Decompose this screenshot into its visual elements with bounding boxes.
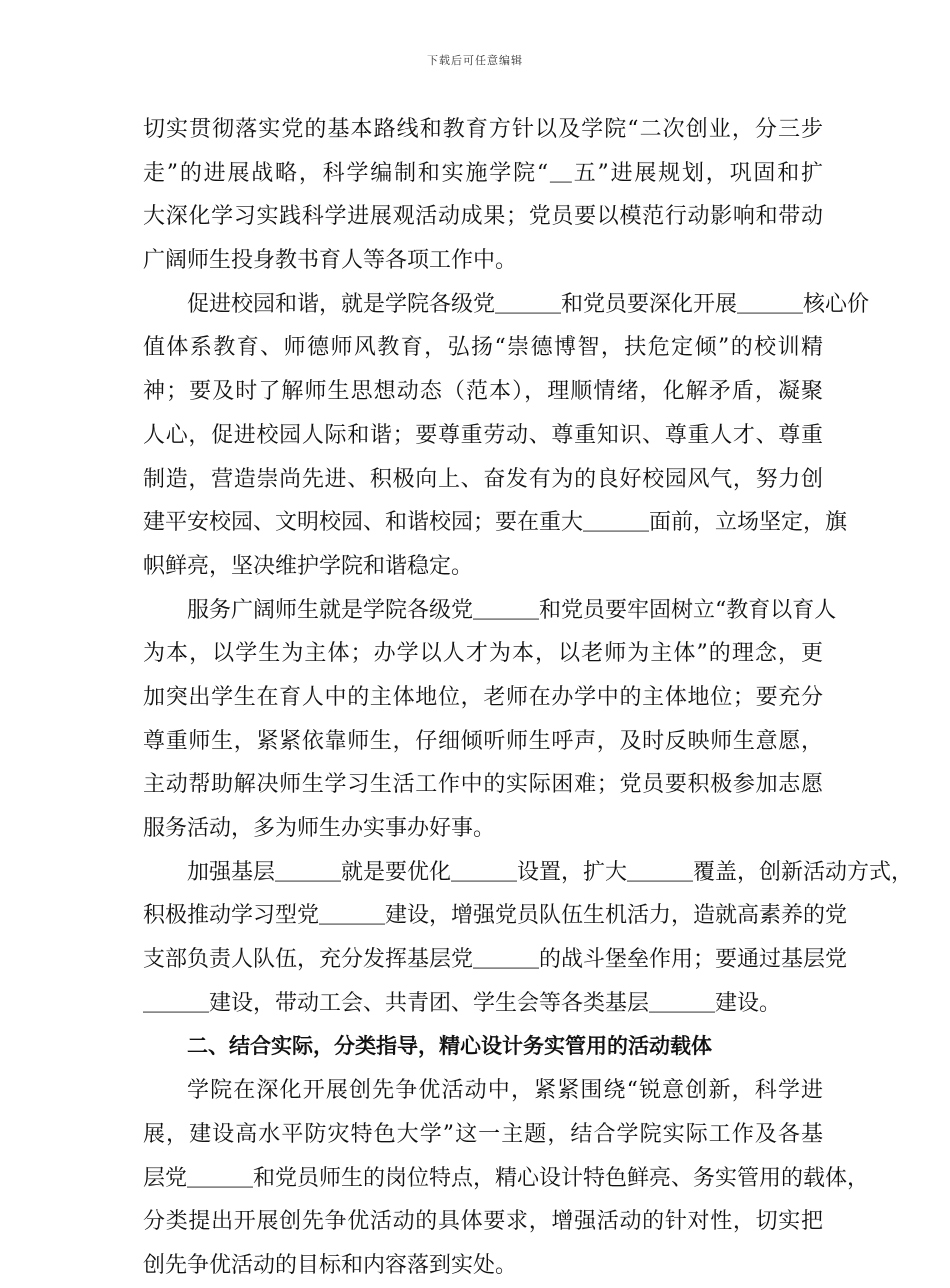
text-line: 层党＿＿＿和党员师生的岗位特点，精心设计特色鲜亮、务实管用的载体， xyxy=(143,1165,870,1191)
text-line: 服务活动，多为师生办实事办好事。 xyxy=(143,816,496,841)
text-line: 加突出学生在育人中的主体地位，老师在办学中的主体地位；要充分 xyxy=(143,684,823,710)
paragraph-start-line: 服务广阔师生就是学院各级党＿＿＿和党员要牢固树立“教育以育人 xyxy=(187,597,837,623)
text-line: 建平安校园、文明校园、和谐校园；要在重大＿＿＿面前，立场坚定，旗 xyxy=(143,510,848,536)
text-line: 值体系教育、师德师风教育，弘扬“崇德博智，扶危定倾”的校训精 xyxy=(143,335,823,361)
text-line: 人心，促进校园人际和谐；要尊重劳动、尊重知识、尊重人才、尊重 xyxy=(143,422,823,448)
text-line: 大深化学习实践科学进展观活动成果；党员要以模范行动影响和带动 xyxy=(143,204,823,230)
text-line: 尊重师生，紧紧依靠师生，仔细倾听师生呼声，及时反映师生意愿， xyxy=(143,728,823,754)
text-line: 神；要及时了解师生思想动态（范本），理顺情绪，化解矛盾，凝聚 xyxy=(143,379,823,405)
text-line: 主动帮助解决师生学习生活工作中的实际困难；党员要积极参加志愿 xyxy=(143,772,823,798)
text-line: 分类提出开展创先争优活动的具体要求，增强活动的针对性，切实把 xyxy=(143,1209,823,1235)
paragraph-start-line: 加强基层＿＿＿就是要优化＿＿＿设置，扩大＿＿＿覆盖，创新活动方式， xyxy=(187,859,914,885)
paragraph-start-line: 学院在深化开展创先争优活动中，紧紧围绕“锐意创新，科学进 xyxy=(187,1078,823,1104)
document-body xyxy=(143,108,914,1288)
section-heading: 二、结合实际，分类指导，精心设计务实管用的活动载体 xyxy=(187,1034,712,1059)
text-line: 为本，以学生为主体；办学以人才为本，以老师为主体”的理念，更 xyxy=(143,641,823,667)
text-line: 切实贯彻落实党的基本路线和教育方针以及学院“二次创业，分三步 xyxy=(143,117,823,142)
text-line: 走”的进展战略，科学编制和实施学院“＿五”进展规划，巩固和扩 xyxy=(143,160,823,186)
paragraph-start-line: 促进校园和谐，就是学院各级党＿＿＿和党员要深化开展＿＿＿核心价 xyxy=(187,291,870,317)
text-line: 帜鲜亮，坚决维护学院和谐稳定。 xyxy=(143,553,474,579)
text-line: 积极推动学习型党＿＿＿建设，增强党员队伍生机活力，造就高素养的党 xyxy=(143,903,848,929)
text-line: 制造，营造崇尚先进、积极向上、奋发有为的良好校园风气，努力创 xyxy=(143,466,823,492)
page-header: 下载后可任意编辑 xyxy=(427,54,523,67)
text-line: 展，建设高水平防灾特色大学”这一主题，结合学院实际工作及各基 xyxy=(143,1121,823,1147)
text-line: 广阔师生投身教书育人等各项工作中。 xyxy=(143,248,518,274)
text-line: 支部负责人队伍，充分发挥基层党＿＿＿的战斗堡垒作用；要通过基层党 xyxy=(143,947,848,973)
text-line: ＿＿＿建设，带动工会、共青团、学生会等各类基层＿＿＿建设。 xyxy=(143,990,782,1016)
text-line: 创先争优活动的目标和内容落到实处。 xyxy=(143,1252,518,1278)
